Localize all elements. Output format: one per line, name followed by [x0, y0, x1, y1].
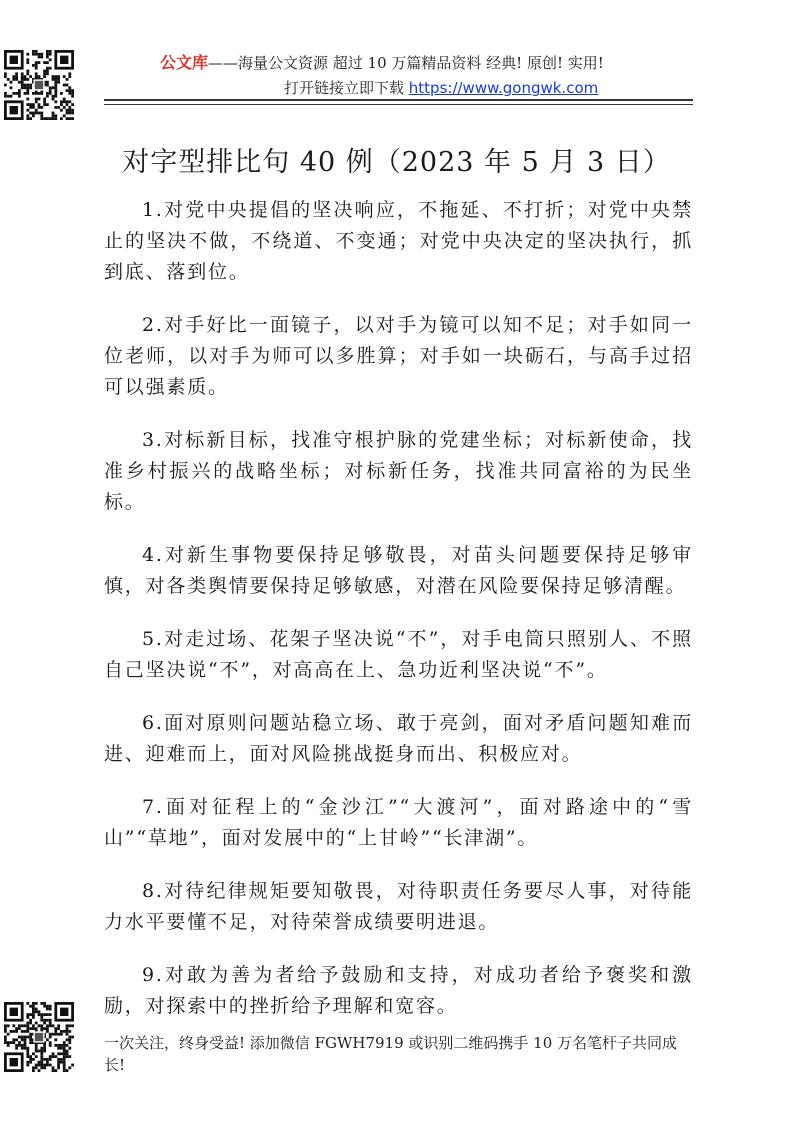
paragraph: 7.面对征程上的“金沙江”“大渡河”，面对路途中的“雪山”“草地”，面对发展中的“上甘岭”“长津湖”。 — [104, 796, 693, 849]
header-divider-thick — [104, 99, 693, 101]
paragraph: 8.对待纪律规矩要知敬畏，对待职责任务要尽人事，对待能力水平要懂不足，对待荣誉成绩要明进退。 — [104, 880, 693, 933]
paragraph: 9.对敢为善为者给予鼓励和支持，对成功者给予褒奖和激励，对探索中的挫折给予理解和宽容。 — [104, 964, 693, 1017]
download-text: 打开链接立即下载 — [284, 79, 409, 97]
qr-code-icon — [4, 1002, 74, 1072]
paragraph: 2.对手好比一面镜子，以对手为镜可以知不足；对手如同一位老师，以对手为师可以多胜算；对手如一块砺石，与高手过招可以强素质。 — [104, 314, 693, 398]
paragraph: 5.对走过场、花架子坚决说“不”，对手电筒只照别人、不照自己坚决说“不”，对高高在上、急功近利坚决说“不”。 — [104, 628, 693, 681]
footer-text: 一次关注，终身受益! 添加微信 FGWH7919 或识别二维码携手 10 万名笔杆子共同成长! — [104, 1034, 678, 1074]
qr-code-icon — [4, 50, 74, 120]
document-title: 对字型排比句 40 例（2023 年 5 月 3 日） — [122, 147, 671, 178]
header-divider-thin — [104, 104, 693, 105]
paragraph: 3.对标新目标，找准守根护脉的党建坐标；对标新使命，找准乡村振兴的战略坐标；对标新任务，找准共同富裕的为民坐标。 — [104, 429, 693, 513]
document-body — [104, 195, 693, 1044]
paragraph: 1.对党中央提倡的坚决响应，不拖延、不打折；对党中央禁止的坚决不做，不绕道、不变通；对党中央决定的坚决执行，抓到底、落到位。 — [104, 199, 693, 283]
header-tagline-line — [160, 50, 604, 73]
header-download-line — [284, 77, 598, 98]
header-tagline: ——海量公文资源 超过 10 万篇精品资料 经典! 原创! 实用! — [208, 54, 604, 72]
brand-name: 公文库 — [160, 53, 209, 72]
paragraph: 6.面对原则问题站稳立场、敢于亮剑，面对矛盾问题知难而进、迎难而上，面对风险挑战挺身而出、积极应对。 — [104, 712, 693, 765]
download-link[interactable]: https://www.gongwk.com — [408, 79, 599, 97]
paragraph: 4.对新生事物要保持足够敬畏，对苗头问题要保持足够审慎，对各类舆情要保持足够敏感，对潜在风险要保持足够清醒。 — [104, 544, 693, 597]
